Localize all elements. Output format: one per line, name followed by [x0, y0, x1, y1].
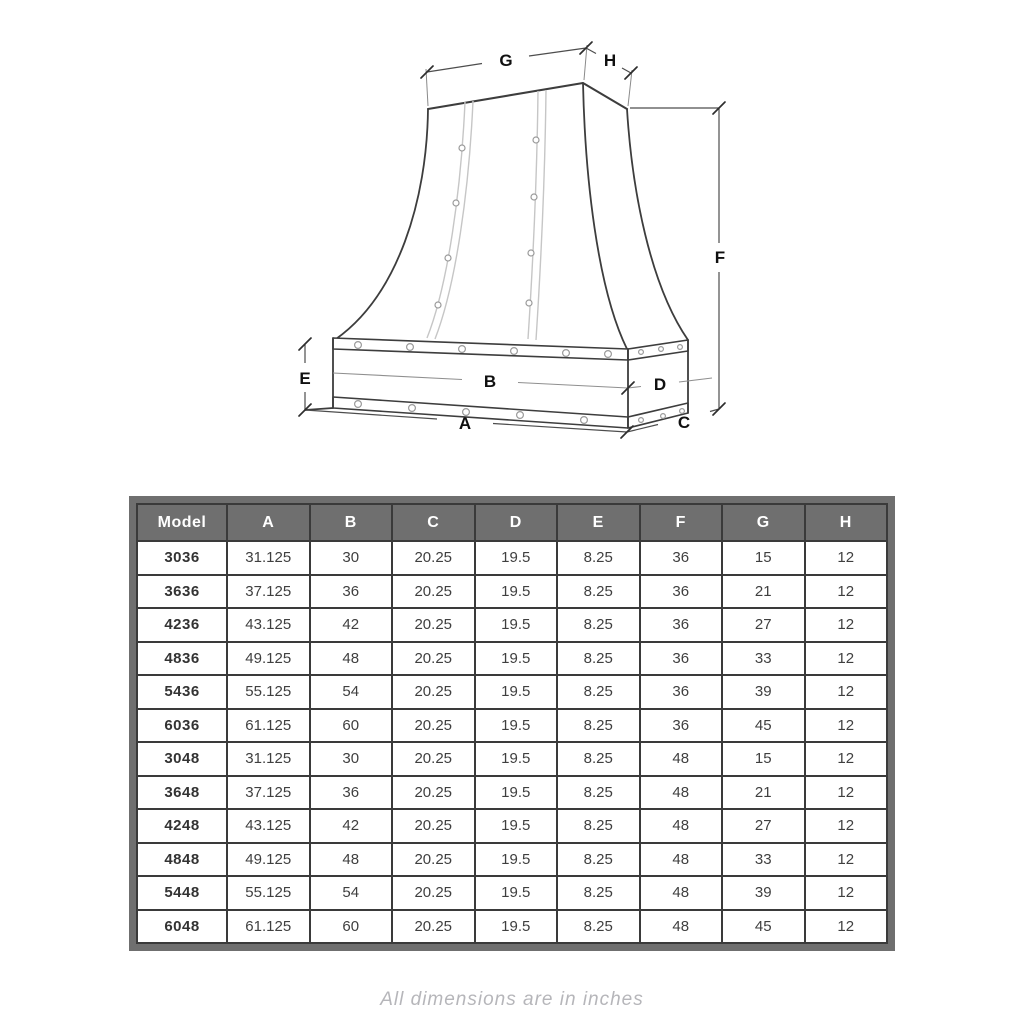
table-cell: 12 [805, 910, 888, 944]
dim-label-h: H [603, 51, 617, 70]
column-header-b: B [310, 504, 393, 541]
table-cell: 36 [640, 675, 723, 709]
table-cell: 27 [722, 809, 805, 843]
model-cell: 5436 [137, 675, 227, 709]
table-cell: 54 [310, 876, 393, 910]
table-cell: 12 [805, 876, 888, 910]
model-cell: 4236 [137, 608, 227, 642]
table-cell: 8.25 [557, 541, 640, 575]
table-cell: 8.25 [557, 575, 640, 609]
table-cell: 20.25 [392, 675, 475, 709]
table-cell: 20.25 [392, 843, 475, 877]
table-cell: 33 [722, 642, 805, 676]
table-cell: 39 [722, 876, 805, 910]
table-cell: 61.125 [227, 709, 310, 743]
dim-label-d: D [653, 375, 667, 394]
table-cell: 12 [805, 742, 888, 776]
table-cell: 21 [722, 776, 805, 810]
table-row [137, 809, 887, 843]
table-row [137, 675, 887, 709]
table-row [137, 776, 887, 810]
table-cell: 55.125 [227, 675, 310, 709]
table-cell: 15 [722, 742, 805, 776]
table-cell: 8.25 [557, 776, 640, 810]
table-cell: 48 [640, 776, 723, 810]
column-header-c: C [392, 504, 475, 541]
table-row [137, 575, 887, 609]
spec-table [136, 503, 888, 944]
table-cell: 48 [310, 843, 393, 877]
table-cell: 27 [722, 608, 805, 642]
table-cell: 36 [640, 642, 723, 676]
table-cell: 19.5 [475, 709, 558, 743]
table-cell: 8.25 [557, 910, 640, 944]
table-cell: 61.125 [227, 910, 310, 944]
table-cell: 12 [805, 541, 888, 575]
table-cell: 48 [640, 843, 723, 877]
table-cell: 19.5 [475, 642, 558, 676]
dim-label-e: E [299, 369, 311, 388]
table-cell: 12 [805, 675, 888, 709]
table-cell: 12 [805, 809, 888, 843]
column-header-model: Model [137, 504, 227, 541]
table-cell: 43.125 [227, 809, 310, 843]
table-cell: 36 [640, 709, 723, 743]
table-cell: 30 [310, 742, 393, 776]
table-cell: 15 [722, 541, 805, 575]
table-cell: 19.5 [475, 608, 558, 642]
table-cell: 54 [310, 675, 393, 709]
table-cell: 43.125 [227, 608, 310, 642]
table-cell: 19.5 [475, 776, 558, 810]
table-cell: 31.125 [227, 742, 310, 776]
table-row [137, 910, 887, 944]
dim-label-f: F [714, 248, 726, 267]
table-cell: 8.25 [557, 876, 640, 910]
dim-label-b: B [483, 372, 497, 391]
table-cell: 20.25 [392, 910, 475, 944]
table-row [137, 709, 887, 743]
table-cell: 8.25 [557, 675, 640, 709]
table-cell: 19.5 [475, 843, 558, 877]
model-cell: 3048 [137, 742, 227, 776]
table-cell: 60 [310, 709, 393, 743]
table-row [137, 876, 887, 910]
table-cell: 20.25 [392, 876, 475, 910]
table-cell: 19.5 [475, 575, 558, 609]
spec-table-body [137, 541, 887, 943]
header-row [137, 504, 887, 541]
hood-dimension-diagram [0, 0, 1024, 468]
table-row [137, 608, 887, 642]
dim-label-c: C [677, 413, 691, 432]
column-header-h: H [805, 504, 888, 541]
model-cell: 5448 [137, 876, 227, 910]
table-cell: 49.125 [227, 843, 310, 877]
spec-table-frame [129, 496, 895, 951]
table-row [137, 642, 887, 676]
table-cell: 12 [805, 608, 888, 642]
dim-label-a: A [458, 414, 472, 433]
table-cell: 8.25 [557, 843, 640, 877]
table-cell: 42 [310, 809, 393, 843]
hood-body-outline [336, 83, 688, 349]
model-cell: 4836 [137, 642, 227, 676]
table-cell: 20.25 [392, 776, 475, 810]
table-cell: 48 [640, 910, 723, 944]
table-cell: 36 [640, 575, 723, 609]
column-header-f: F [640, 504, 723, 541]
table-cell: 60 [310, 910, 393, 944]
units-note: All dimensions are in inches [380, 989, 644, 1010]
column-header-e: E [557, 504, 640, 541]
table-cell: 45 [722, 910, 805, 944]
spec-table-header [137, 504, 887, 541]
table-cell: 8.25 [557, 809, 640, 843]
table-cell: 42 [310, 608, 393, 642]
table-cell: 48 [640, 809, 723, 843]
column-header-g: G [722, 504, 805, 541]
table-cell: 8.25 [557, 608, 640, 642]
model-cell: 3036 [137, 541, 227, 575]
table-cell: 20.25 [392, 742, 475, 776]
table-cell: 19.5 [475, 809, 558, 843]
table-row [137, 843, 887, 877]
table-cell: 21 [722, 575, 805, 609]
table-cell: 20.25 [392, 642, 475, 676]
table-cell: 36 [640, 541, 723, 575]
table-cell: 12 [805, 709, 888, 743]
table-cell: 20.25 [392, 709, 475, 743]
table-cell: 36 [310, 575, 393, 609]
table-cell: 30 [310, 541, 393, 575]
table-row [137, 541, 887, 575]
model-cell: 4848 [137, 843, 227, 877]
table-cell: 12 [805, 642, 888, 676]
model-cell: 6048 [137, 910, 227, 944]
column-header-a: A [227, 504, 310, 541]
table-cell: 20.25 [392, 608, 475, 642]
model-cell: 6036 [137, 709, 227, 743]
table-cell: 19.5 [475, 910, 558, 944]
table-cell: 55.125 [227, 876, 310, 910]
table-cell: 19.5 [475, 876, 558, 910]
model-cell: 3648 [137, 776, 227, 810]
table-row [137, 742, 887, 776]
table-cell: 48 [640, 742, 723, 776]
table-cell: 8.25 [557, 642, 640, 676]
table-cell: 20.25 [392, 541, 475, 575]
dim-label-g: G [499, 51, 513, 70]
table-cell: 12 [805, 575, 888, 609]
table-cell: 36 [310, 776, 393, 810]
table-cell: 37.125 [227, 575, 310, 609]
table-cell: 19.5 [475, 541, 558, 575]
hood-straps [427, 90, 546, 340]
table-cell: 37.125 [227, 776, 310, 810]
table-cell: 33 [722, 843, 805, 877]
model-cell: 3636 [137, 575, 227, 609]
table-cell: 48 [310, 642, 393, 676]
table-cell: 36 [640, 608, 723, 642]
table-cell: 8.25 [557, 742, 640, 776]
table-cell: 8.25 [557, 709, 640, 743]
table-cell: 19.5 [475, 675, 558, 709]
table-cell: 49.125 [227, 642, 310, 676]
table-cell: 19.5 [475, 742, 558, 776]
table-cell: 20.25 [392, 575, 475, 609]
model-cell: 4248 [137, 809, 227, 843]
table-cell: 45 [722, 709, 805, 743]
table-cell: 39 [722, 675, 805, 709]
table-cell: 20.25 [392, 809, 475, 843]
table-cell: 12 [805, 776, 888, 810]
table-cell: 48 [640, 876, 723, 910]
table-cell: 12 [805, 843, 888, 877]
column-header-d: D [475, 504, 558, 541]
table-cell: 31.125 [227, 541, 310, 575]
